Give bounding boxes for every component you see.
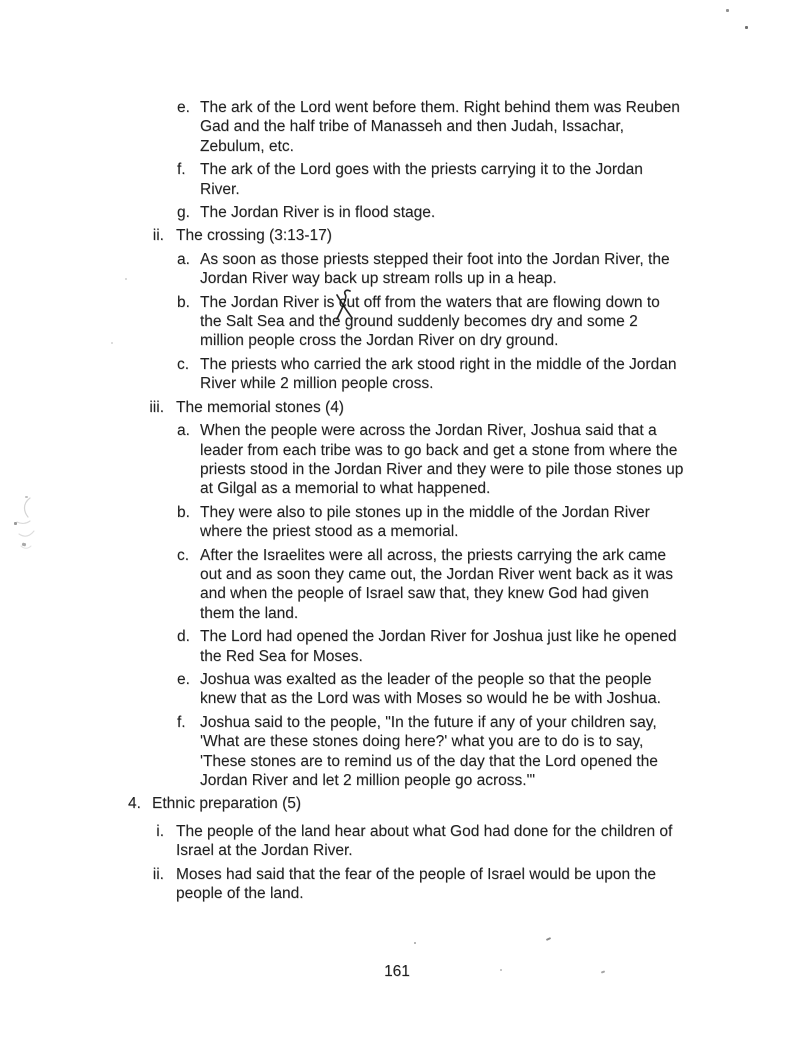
outline-item	[0, 203, 800, 222]
outline-item	[0, 713, 800, 791]
item-marker: iii.	[149, 398, 164, 416]
item-line: Moses had said that the fear of the people of Israel would be upon the	[176, 865, 656, 883]
item-line: them the land.	[200, 604, 299, 622]
item-lines	[176, 822, 800, 861]
outline-item	[0, 546, 800, 624]
item-lines	[200, 98, 800, 156]
item-line: and when the people of Israel saw that, they knew God had given	[200, 585, 649, 603]
scan-speck	[25, 496, 28, 498]
item-line: priests stood in the Jordan River and they were to pile those stones up	[200, 460, 684, 478]
outline-item	[0, 627, 800, 666]
item-line: The Jordan River is in flood stage.	[200, 204, 436, 222]
item-line: The Jordan River is cut off from the waters that are flowing down to	[200, 293, 660, 311]
scan-speck	[14, 522, 17, 525]
outline-item	[0, 670, 800, 709]
item-line: Jordan River way back up stream rolls up in a heap.	[200, 270, 557, 288]
item-lines	[176, 865, 800, 904]
outline-item	[0, 355, 800, 394]
item-line: Joshua said to the people, "In the future if any of your children say,	[200, 713, 657, 731]
item-lines	[176, 226, 800, 245]
item-line: Joshua was exalted as the leader of the people so that the people	[200, 670, 652, 688]
item-marker: g.	[177, 204, 190, 222]
item-line: Israel at the Jordan River.	[176, 842, 353, 860]
item-marker: c.	[177, 546, 190, 564]
item-line: 'What are these stones doing here?' what you are to do is to say,	[200, 733, 644, 751]
item-line: knew that as the Lord was with Moses so would he be with Joshua.	[200, 690, 661, 708]
outline-item	[0, 822, 800, 861]
item-lines	[200, 293, 800, 351]
item-line: at Gilgal as a memorial to what happened.	[200, 480, 491, 498]
item-lines	[200, 160, 800, 199]
item-lines	[152, 794, 800, 813]
item-marker: i.	[156, 822, 164, 840]
item-line: Gad and the half tribe of Manasseh and then Judah, Issachar,	[200, 118, 624, 136]
scan-speck	[546, 937, 551, 941]
item-line: The Lord had opened the Jordan River for Joshua just like he opened	[200, 628, 677, 646]
item-marker: a.	[177, 422, 190, 440]
item-line: River while 2 million people cross.	[200, 375, 434, 393]
item-line: 'These stones are to remind us of the day that the Lord opened the	[200, 752, 658, 770]
item-line: The priests who carried the ark stood right in the middle of the Jordan	[200, 355, 677, 373]
scan-speck	[125, 278, 127, 280]
item-lines	[200, 503, 800, 542]
outline-item	[0, 503, 800, 542]
outline-item	[0, 865, 800, 904]
item-line: out and as soon they came out, the Jordan River went back as it was	[200, 565, 674, 583]
item-line: They were also to pile stones up in the middle of the Jordan River	[200, 503, 650, 521]
page-number: 161	[384, 963, 410, 980]
outline	[0, 98, 800, 903]
outline-item	[0, 98, 800, 156]
outline-item	[0, 293, 800, 351]
outline-item	[0, 226, 800, 245]
outline-item	[0, 421, 800, 499]
item-line: The crossing (3:13-17)	[176, 227, 332, 245]
item-lines	[200, 355, 800, 394]
item-marker: b.	[177, 503, 190, 521]
item-marker: d.	[177, 628, 190, 646]
scan-speck	[414, 942, 416, 944]
item-lines	[200, 713, 800, 791]
item-marker: e.	[177, 99, 190, 116]
outline-item	[0, 250, 800, 289]
item-line: the Salt Sea and the ground suddenly becomes dry and some 2	[200, 313, 638, 331]
item-line: where the priest stood as a memorial.	[200, 523, 459, 541]
item-marker: a.	[177, 250, 190, 268]
item-line: When the people were across the Jordan River, Joshua said that a	[200, 422, 657, 440]
item-line: The memorial stones (4)	[176, 398, 344, 416]
item-line: leader from each tribe was to go back and get a stone from where the	[200, 441, 678, 459]
item-marker: 4.	[128, 795, 141, 813]
item-line: River.	[200, 180, 240, 198]
item-lines	[200, 250, 800, 289]
item-lines	[200, 670, 800, 709]
outline-item	[0, 160, 800, 199]
item-line: After the Israelites were all across, the priests carrying the ark came	[200, 546, 667, 564]
item-line: million people cross the Jordan River on dry ground.	[200, 332, 559, 350]
item-lines	[200, 203, 800, 222]
outline-item	[0, 398, 800, 417]
item-line: The ark of the Lord went before them. Right behind them was Reuben	[200, 99, 680, 116]
scan-speck	[22, 543, 27, 547]
outline-item	[0, 794, 800, 813]
item-line: The ark of the Lord goes with the priests carrying it to the Jordan	[200, 161, 643, 179]
scan-speck	[726, 9, 729, 12]
item-lines	[200, 546, 800, 624]
item-marker: ii.	[152, 865, 164, 883]
item-marker: f.	[177, 161, 186, 179]
item-marker: c.	[177, 355, 190, 373]
item-line: As soon as those priests stepped their foot into the Jordan River, the	[200, 250, 670, 268]
item-line: the Red Sea for Moses.	[200, 647, 363, 665]
item-lines	[176, 398, 800, 417]
item-line: Jordan River and let 2 million people go across.'"	[200, 772, 535, 789]
item-lines	[200, 421, 800, 499]
item-marker: e.	[177, 670, 190, 688]
item-line: The people of the land hear about what God had done for the children of	[176, 822, 673, 840]
scan-speck	[500, 969, 502, 971]
item-line: people of the land.	[176, 885, 304, 903]
item-lines	[200, 627, 800, 666]
item-marker: ii.	[152, 227, 164, 245]
item-marker: f.	[177, 713, 186, 731]
item-marker: b.	[177, 293, 190, 311]
scan-speck	[745, 26, 748, 29]
scan-speck	[111, 342, 113, 344]
item-line: Zebulum, etc.	[200, 137, 294, 155]
item-line: Ethnic preparation (5)	[152, 795, 302, 813]
